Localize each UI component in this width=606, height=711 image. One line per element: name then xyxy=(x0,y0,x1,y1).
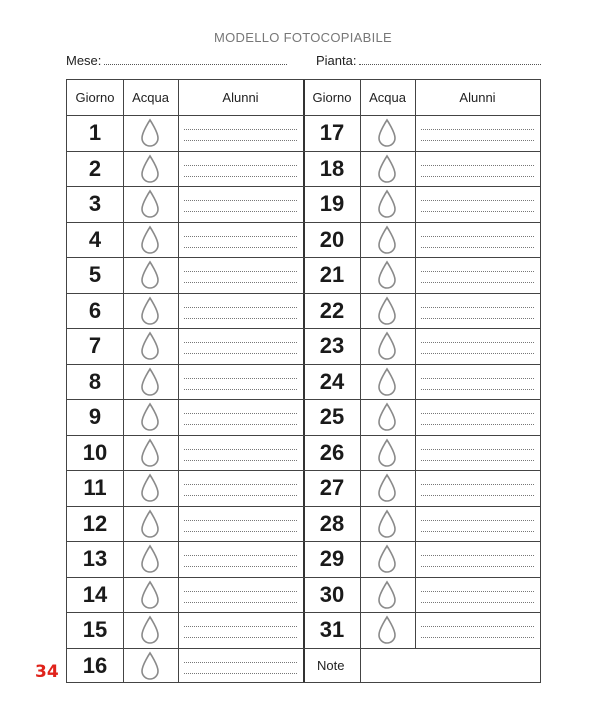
day-number: 3 xyxy=(88,191,102,216)
day-number: 9 xyxy=(88,404,102,429)
alunni-writing-lines[interactable] xyxy=(184,435,297,471)
day-number: 27 xyxy=(319,475,345,500)
header-acqua-right: Acqua xyxy=(369,90,406,105)
dotted-line xyxy=(184,282,297,283)
dotted-line xyxy=(184,129,297,130)
alunni-writing-lines[interactable] xyxy=(184,186,297,222)
day-number: 8 xyxy=(88,368,102,394)
dotted-line xyxy=(184,555,297,556)
day-number: 13 xyxy=(82,546,108,571)
dotted-line xyxy=(421,591,534,592)
dotted-line xyxy=(184,520,297,521)
water-drop-icon[interactable] xyxy=(139,544,161,579)
water-drop-icon[interactable] xyxy=(376,154,398,189)
alunni-writing-lines[interactable] xyxy=(421,293,534,329)
dotted-line xyxy=(184,307,297,308)
dotted-line xyxy=(421,282,534,283)
grid-vline xyxy=(123,80,124,682)
dotted-line xyxy=(184,271,297,272)
dotted-line xyxy=(421,236,534,237)
dotted-line xyxy=(421,449,534,450)
alunni-writing-lines[interactable] xyxy=(421,151,534,187)
day-number: 25 xyxy=(319,404,345,429)
dotted-line xyxy=(184,236,297,237)
grid-vline xyxy=(415,80,416,682)
water-drop-icon[interactable] xyxy=(376,189,398,224)
day-number: 16 xyxy=(82,652,108,678)
dotted-line xyxy=(421,484,534,485)
dotted-line xyxy=(421,247,534,248)
dotted-line xyxy=(421,495,534,496)
alunni-writing-lines[interactable] xyxy=(184,328,297,364)
alunni-writing-lines[interactable] xyxy=(421,612,534,648)
page-title: MODELLO FOTOCOPIABILE xyxy=(214,30,392,45)
day-number: 11 xyxy=(83,475,107,500)
dotted-line xyxy=(184,424,297,425)
pianta-label: Pianta: xyxy=(316,53,357,68)
day-number: 2 xyxy=(88,155,102,181)
dotted-line xyxy=(184,353,297,354)
water-drop-icon[interactable] xyxy=(139,651,161,686)
day-number: 28 xyxy=(319,510,345,536)
alunni-writing-lines[interactable] xyxy=(421,435,534,471)
dotted-line xyxy=(421,413,534,414)
water-drop-icon[interactable] xyxy=(139,473,161,508)
header-alunni-right: Alunni xyxy=(459,90,496,105)
alunni-writing-lines[interactable] xyxy=(421,399,534,435)
water-drop-icon[interactable] xyxy=(376,509,398,544)
alunni-writing-lines[interactable] xyxy=(184,364,297,400)
dotted-line xyxy=(421,307,534,308)
water-drop-icon[interactable] xyxy=(376,438,398,473)
day-number: 30 xyxy=(319,581,345,607)
alunni-writing-lines[interactable] xyxy=(184,541,297,577)
water-drop-icon[interactable] xyxy=(139,260,161,295)
day-number: 29 xyxy=(319,546,345,571)
alunni-writing-lines[interactable] xyxy=(184,506,297,542)
water-drop-icon[interactable] xyxy=(376,402,398,437)
day-number: 10 xyxy=(82,439,108,465)
day-number: 22 xyxy=(319,297,345,323)
dotted-line xyxy=(184,531,297,532)
water-drop-icon[interactable] xyxy=(376,615,398,650)
alunni-writing-lines[interactable] xyxy=(184,293,297,329)
water-drop-icon[interactable] xyxy=(376,367,398,402)
dotted-line xyxy=(184,566,297,567)
alunni-writing-lines[interactable] xyxy=(184,399,297,435)
dotted-line xyxy=(421,637,534,638)
alunni-writing-lines[interactable] xyxy=(421,186,534,222)
dotted-line xyxy=(184,247,297,248)
alunni-writing-lines[interactable] xyxy=(184,648,297,684)
dotted-line xyxy=(421,353,534,354)
dotted-line xyxy=(184,318,297,319)
water-drop-icon[interactable] xyxy=(376,260,398,295)
dotted-line xyxy=(184,637,297,638)
water-drop-icon[interactable] xyxy=(139,154,161,189)
alunni-writing-lines[interactable] xyxy=(184,257,297,293)
alunni-writing-lines[interactable] xyxy=(184,612,297,648)
water-drop-icon[interactable] xyxy=(139,438,161,473)
grid-vline xyxy=(178,80,179,682)
alunni-writing-lines[interactable] xyxy=(421,115,534,151)
dotted-line xyxy=(184,200,297,201)
water-drop-icon[interactable] xyxy=(376,118,398,153)
day-number: 18 xyxy=(319,155,345,181)
alunni-writing-lines[interactable] xyxy=(421,577,534,613)
day-number: 21 xyxy=(319,262,345,287)
dotted-line xyxy=(184,413,297,414)
day-number: 6 xyxy=(88,297,102,323)
note-label: Note xyxy=(317,657,345,673)
dotted-line xyxy=(184,662,297,663)
dotted-line xyxy=(184,591,297,592)
dotted-line xyxy=(421,626,534,627)
dotted-line xyxy=(184,342,297,343)
day-number: 15 xyxy=(82,617,108,642)
dotted-line xyxy=(184,140,297,141)
dotted-line xyxy=(184,673,297,674)
day-number: 20 xyxy=(319,226,345,252)
alunni-writing-lines[interactable] xyxy=(184,470,297,506)
dotted-line xyxy=(421,129,534,130)
alunni-writing-lines[interactable] xyxy=(421,257,534,293)
water-drop-icon[interactable] xyxy=(139,509,161,544)
dotted-line xyxy=(421,165,534,166)
dotted-line xyxy=(421,378,534,379)
dotted-line xyxy=(421,271,534,272)
dotted-line xyxy=(184,176,297,177)
dotted-line xyxy=(184,165,297,166)
dotted-line xyxy=(184,495,297,496)
dotted-line xyxy=(421,211,534,212)
dotted-line xyxy=(421,460,534,461)
dotted-line xyxy=(184,211,297,212)
day-number: 12 xyxy=(82,510,108,536)
day-number: 14 xyxy=(82,581,108,607)
header-giorno-right: Giorno xyxy=(312,90,352,105)
dotted-line xyxy=(421,424,534,425)
dotted-line xyxy=(184,378,297,379)
grid-vline xyxy=(360,80,361,682)
alunni-writing-lines[interactable] xyxy=(421,506,534,542)
header-alunni-left: Alunni xyxy=(222,90,259,105)
dotted-line xyxy=(421,342,534,343)
dotted-line xyxy=(421,176,534,177)
day-number: 1 xyxy=(88,120,102,145)
water-drop-icon[interactable] xyxy=(139,367,161,402)
day-number: 5 xyxy=(88,262,102,287)
day-number: 19 xyxy=(319,191,345,216)
alunni-writing-lines[interactable] xyxy=(184,151,297,187)
alunni-writing-lines[interactable] xyxy=(421,222,534,258)
dotted-line xyxy=(184,389,297,390)
day-number: 31 xyxy=(319,617,345,642)
header-giorno-left: Giorno xyxy=(75,90,115,105)
water-drop-icon[interactable] xyxy=(139,118,161,153)
water-drop-icon[interactable] xyxy=(139,615,161,650)
dotted-line xyxy=(421,602,534,603)
dotted-line xyxy=(184,626,297,627)
alunni-writing-lines[interactable] xyxy=(421,541,534,577)
water-drop-icon[interactable] xyxy=(376,473,398,508)
dotted-line xyxy=(421,520,534,521)
dotted-line xyxy=(421,389,534,390)
water-drop-icon[interactable] xyxy=(376,331,398,366)
dotted-line xyxy=(184,484,297,485)
note-area[interactable] xyxy=(361,649,540,682)
dotted-line xyxy=(421,140,534,141)
dotted-line xyxy=(184,449,297,450)
water-drop-icon[interactable] xyxy=(376,580,398,615)
alunni-writing-lines[interactable] xyxy=(421,364,534,400)
dotted-line xyxy=(421,566,534,567)
water-drop-icon[interactable] xyxy=(139,225,161,260)
dotted-line xyxy=(184,602,297,603)
day-number: 7 xyxy=(88,333,102,358)
water-drop-icon[interactable] xyxy=(376,544,398,579)
water-drop-icon[interactable] xyxy=(139,296,161,331)
watering-log-table xyxy=(66,79,541,683)
alunni-writing-lines[interactable] xyxy=(421,470,534,506)
mese-label: Mese: xyxy=(66,53,102,68)
page-number: 34 xyxy=(35,662,59,682)
alunni-writing-lines[interactable] xyxy=(421,328,534,364)
day-number: 4 xyxy=(88,226,102,252)
mese-field[interactable] xyxy=(66,53,287,68)
water-drop-icon[interactable] xyxy=(139,402,161,437)
dotted-line xyxy=(421,200,534,201)
alunni-writing-lines[interactable] xyxy=(184,577,297,613)
water-drop-icon[interactable] xyxy=(139,331,161,366)
water-drop-icon[interactable] xyxy=(376,225,398,260)
day-number: 24 xyxy=(319,368,345,394)
pianta-field[interactable] xyxy=(316,53,541,68)
dotted-line xyxy=(421,318,534,319)
alunni-writing-lines[interactable] xyxy=(184,115,297,151)
pianta-dotted-line[interactable] xyxy=(359,55,541,65)
header-acqua-left: Acqua xyxy=(132,90,169,105)
alunni-writing-lines[interactable] xyxy=(184,222,297,258)
day-number: 23 xyxy=(319,333,345,358)
mese-dotted-line[interactable] xyxy=(104,55,287,65)
day-number: 17 xyxy=(319,120,345,145)
dotted-line xyxy=(421,531,534,532)
dotted-line xyxy=(184,460,297,461)
note-row-divider-gap xyxy=(414,649,417,682)
water-drop-icon[interactable] xyxy=(139,580,161,615)
water-drop-icon[interactable] xyxy=(139,189,161,224)
dotted-line xyxy=(421,555,534,556)
day-number: 26 xyxy=(319,439,345,465)
water-drop-icon[interactable] xyxy=(376,296,398,331)
